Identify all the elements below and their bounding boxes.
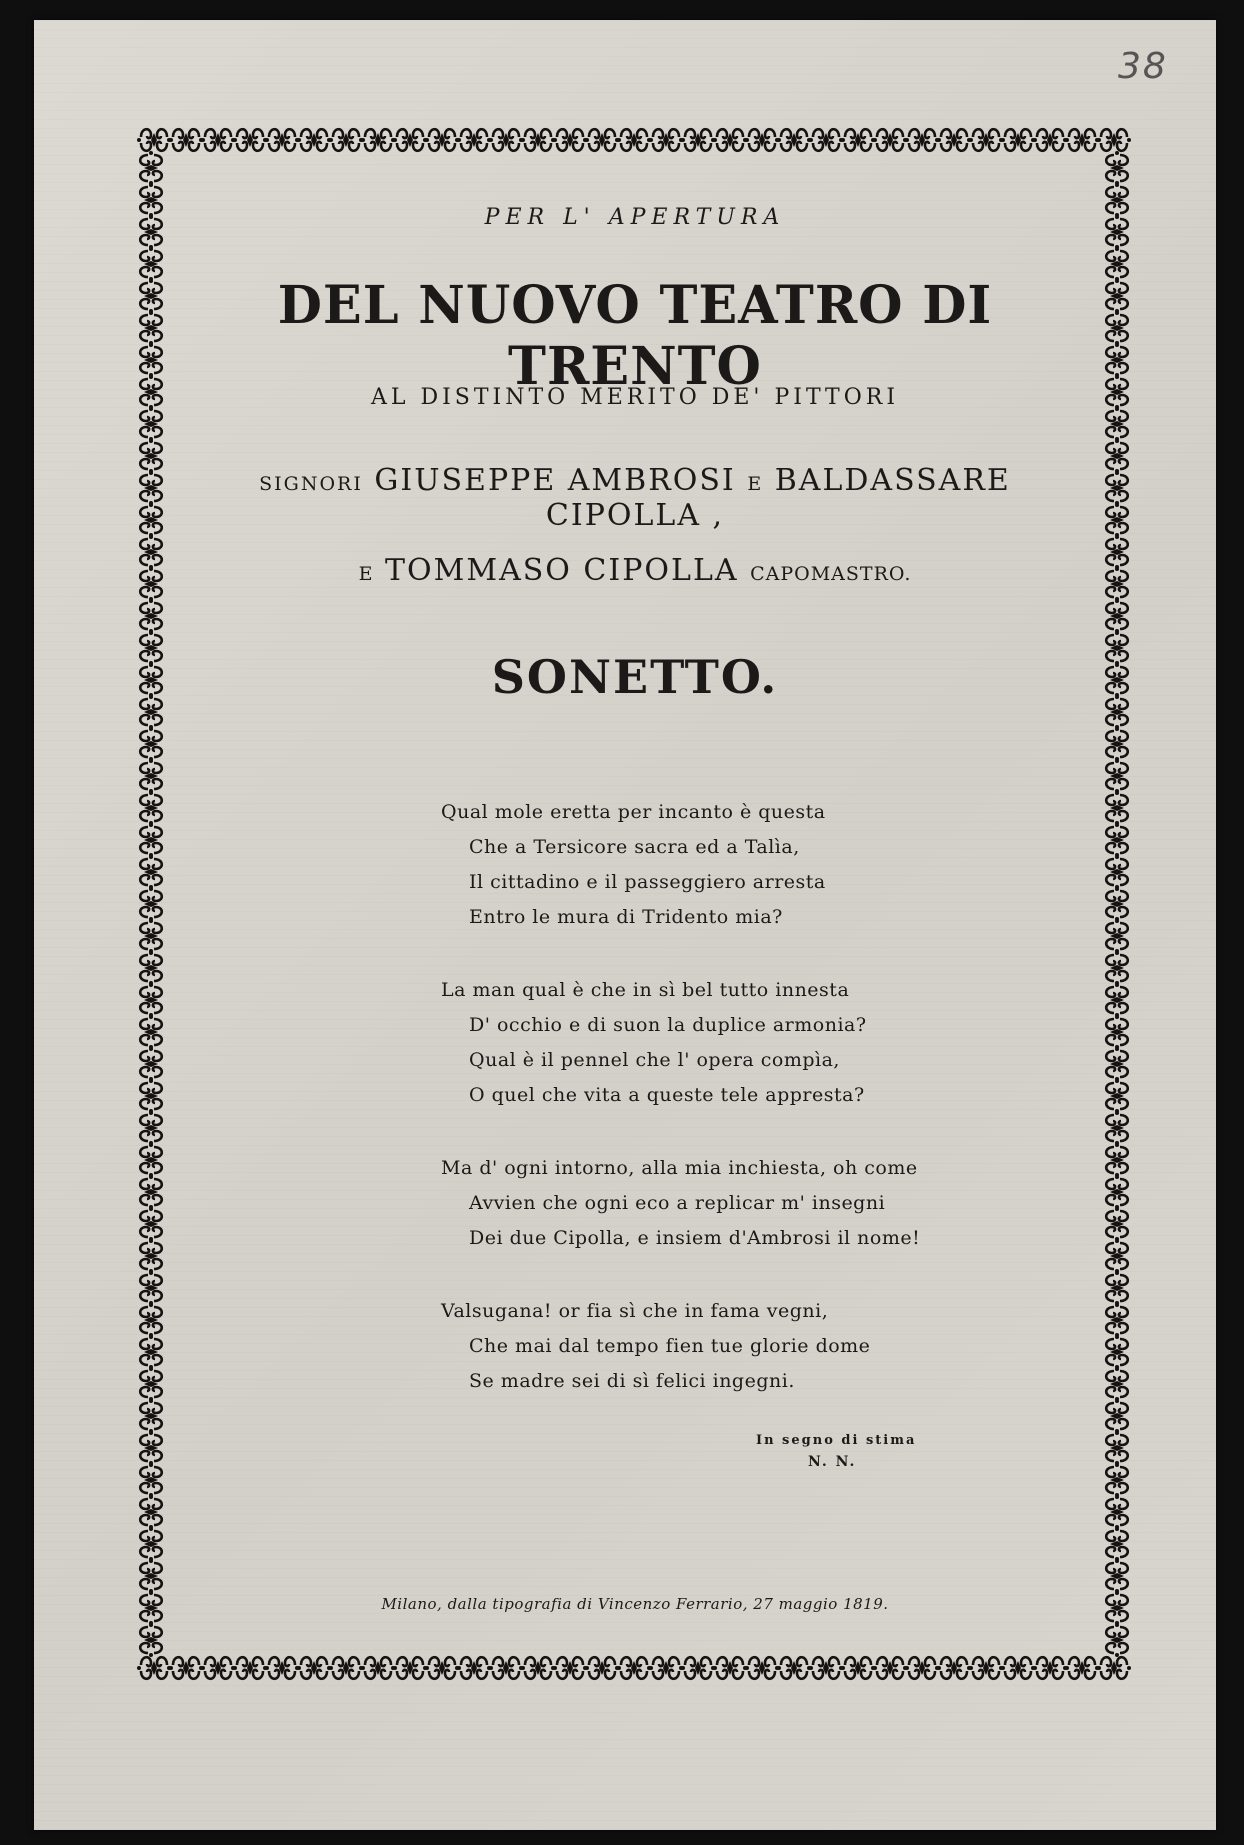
border-ornament — [140, 631, 162, 665]
border-ornament — [425, 1657, 459, 1679]
border-ornament — [140, 791, 162, 825]
border-ornament — [1106, 727, 1128, 761]
border-ornament — [140, 983, 162, 1017]
border-ornament — [1106, 919, 1128, 953]
border-ornament — [140, 727, 162, 761]
heading-merito: AL DISTINTO MERITO DE' PITTORI — [370, 385, 900, 410]
poem-line: O quel che vita a queste tele appresta? — [469, 1084, 865, 1106]
border-ornament — [1106, 1047, 1128, 1081]
painters-prefix: SIGNORI — [259, 473, 363, 495]
poem-line: Che a Tersicore sacra ed a Talìa, — [469, 836, 800, 858]
border-ornament — [201, 129, 235, 151]
border-ornament — [140, 663, 162, 697]
border-ornament — [140, 471, 162, 505]
border-ornament — [1106, 535, 1128, 569]
border-ornament — [841, 1657, 875, 1679]
border-ornament — [873, 129, 907, 151]
border-ornament — [1106, 663, 1128, 697]
border-ornament — [140, 823, 162, 857]
border-ornament — [1106, 407, 1128, 441]
border-ornament — [1106, 439, 1128, 473]
border-ornament — [713, 129, 747, 151]
border-ornament — [140, 1495, 162, 1529]
border-ornament — [1106, 1463, 1128, 1497]
border-ornament — [1106, 1271, 1128, 1305]
border-ornament — [1106, 1591, 1128, 1625]
border-ornament — [393, 1657, 427, 1679]
border-ornament — [140, 1335, 162, 1369]
stanza — [441, 973, 961, 1113]
border-ornament — [905, 1657, 939, 1679]
border-ornament — [1106, 1015, 1128, 1049]
border-ornament — [969, 129, 1003, 151]
border-ornament — [140, 599, 162, 633]
border-ornament — [1065, 129, 1099, 151]
border-ornament — [1106, 247, 1128, 281]
border-ornament — [140, 1463, 162, 1497]
border-ornament — [553, 129, 587, 151]
border-ornament — [1106, 1431, 1128, 1465]
heading-painters — [176, 463, 1094, 533]
border-ornament — [140, 1367, 162, 1401]
signoff-line: In segno di stima — [756, 1433, 917, 1448]
border-ornament — [140, 1015, 162, 1049]
border-ornament — [329, 1657, 363, 1679]
border-ornament — [809, 1657, 843, 1679]
border-ornament — [1097, 129, 1131, 151]
border-ornament — [140, 887, 162, 921]
border-ornament — [1106, 471, 1128, 505]
heading-per: PER L' APERTURA — [484, 205, 786, 230]
border-ornament — [681, 1657, 715, 1679]
border-ornament — [617, 1657, 651, 1679]
border-ornament — [1106, 1111, 1128, 1145]
border-ornament — [329, 129, 363, 151]
border-ornament — [1106, 887, 1128, 921]
heading-title: DEL NUOVO TEATRO DI TRENTO — [277, 275, 993, 397]
border-ornament — [1106, 1527, 1128, 1561]
border-ornament — [169, 1657, 203, 1679]
border-ornament — [1106, 1143, 1128, 1177]
border-ornament — [1106, 279, 1128, 313]
border-ornament — [140, 247, 162, 281]
poem-line: Dei due Cipolla, e insiem d'Ambrosi il nome! — [469, 1227, 921, 1249]
poem-line: Il cittadino e il passeggiero arresta — [469, 871, 826, 893]
border-ornament — [361, 129, 395, 151]
border-ornament — [140, 1303, 162, 1337]
border-ornament — [1106, 151, 1128, 185]
border-ornament — [521, 1657, 555, 1679]
capomastro-name: TOMMASO CIPOLLA — [385, 553, 739, 588]
border-ornament — [1106, 1335, 1128, 1369]
border-ornament — [1097, 1657, 1131, 1679]
border-ornament — [1106, 1207, 1128, 1241]
border-ornament — [777, 1657, 811, 1679]
border-ornament — [1106, 1623, 1128, 1657]
border-ornament — [1065, 1657, 1099, 1679]
border-ornament — [140, 1207, 162, 1241]
border-ornament — [140, 503, 162, 537]
border-ornament — [841, 129, 875, 151]
border-ornament — [140, 855, 162, 889]
border-ornament — [140, 1623, 162, 1657]
border-ornament — [1106, 855, 1128, 889]
border-ornament — [681, 129, 715, 151]
painters-conj: E — [747, 473, 764, 495]
stanza — [441, 1151, 961, 1256]
painter-name-1: GIUSEPPE AMBROSI — [374, 463, 736, 498]
border-ornament — [297, 1657, 331, 1679]
border-ornament — [1001, 1657, 1035, 1679]
poem-line: D' occhio e di suon la duplice armonia? — [469, 1014, 867, 1036]
border-ornament — [585, 1657, 619, 1679]
border-ornament — [585, 129, 619, 151]
border-ornament — [521, 129, 555, 151]
border-ornament — [1106, 183, 1128, 217]
border-ornament — [140, 951, 162, 985]
border-ornament — [140, 1239, 162, 1273]
border-ornament — [1106, 599, 1128, 633]
border-ornament — [937, 129, 971, 151]
border-ornament — [140, 1079, 162, 1113]
border-ornament — [140, 1559, 162, 1593]
border-ornament — [489, 1657, 523, 1679]
border-ornament — [1106, 1303, 1128, 1337]
poem-line: Qual mole eretta per incanto è questa — [441, 801, 826, 823]
border-ornament — [1106, 1079, 1128, 1113]
border-ornament — [969, 1657, 1003, 1679]
border-ornament — [233, 1657, 267, 1679]
border-ornament — [617, 129, 651, 151]
heading-capomastro — [176, 553, 1094, 588]
border-ornament — [140, 439, 162, 473]
border-ornament — [140, 567, 162, 601]
border-ornament — [1106, 1399, 1128, 1433]
border-ornament — [140, 1047, 162, 1081]
capomastro-role: CAPOMASTRO. — [750, 563, 912, 585]
border-ornament — [745, 129, 779, 151]
border-ornament — [425, 129, 459, 151]
poem-line: Che mai dal tempo fien tue glorie dome — [469, 1335, 871, 1357]
border-ornament — [1106, 1559, 1128, 1593]
border-ornament — [140, 1527, 162, 1561]
signoff — [756, 1433, 956, 1470]
border-ornament — [1106, 951, 1128, 985]
sonetto-title: SONETTO. — [491, 650, 779, 704]
border-ornament — [140, 1399, 162, 1433]
border-ornament — [140, 535, 162, 569]
border-ornament — [713, 1657, 747, 1679]
border-ornament — [140, 1271, 162, 1305]
border-ornament — [457, 1657, 491, 1679]
document-content — [176, 195, 1094, 1655]
border-ornament — [809, 129, 843, 151]
border-ornament — [265, 1657, 299, 1679]
poem-line: Avvien che ogni eco a replicar m' insegni — [469, 1192, 886, 1214]
border-ornament — [873, 1657, 907, 1679]
border-ornament — [140, 1143, 162, 1177]
poem-line: Ma d' ogni intorno, alla mia inchiesta, oh come — [441, 1157, 918, 1179]
border-ornament — [649, 129, 683, 151]
border-ornament — [745, 1657, 779, 1679]
border-ornament — [140, 183, 162, 217]
border-ornament — [1033, 1657, 1067, 1679]
painter-name-2: BALDASSARE CIPOLLA , — [545, 463, 1011, 533]
poem — [441, 795, 961, 1437]
border-ornament — [489, 129, 523, 151]
border-ornament — [1106, 631, 1128, 665]
capomastro-prefix: E — [358, 563, 374, 585]
printer-imprint: Milano, dalla tipografia di Vincenzo Ferrario, 27 maggio 1819. — [381, 1595, 889, 1613]
border-ornament — [1106, 1239, 1128, 1273]
page-number: 38 — [1118, 46, 1168, 87]
border-ornament — [140, 1591, 162, 1625]
border-ornament — [1106, 1367, 1128, 1401]
border-ornament — [140, 343, 162, 377]
border-ornament — [1106, 567, 1128, 601]
border-ornament — [297, 129, 331, 151]
border-ornament — [140, 407, 162, 441]
border-ornament — [649, 1657, 683, 1679]
border-ornament — [1106, 791, 1128, 825]
border-ornament — [393, 129, 427, 151]
border-ornament — [137, 1657, 171, 1679]
stanza — [441, 795, 961, 935]
border-ornament — [140, 215, 162, 249]
border-ornament — [140, 695, 162, 729]
border-ornament — [457, 129, 491, 151]
border-ornament — [140, 1175, 162, 1209]
border-ornament — [169, 129, 203, 151]
stanza — [441, 1294, 961, 1399]
poem-line: Qual è il pennel che l' opera compìa, — [469, 1049, 840, 1071]
border-ornament — [1033, 129, 1067, 151]
signoff-initials: N. N. — [808, 1454, 857, 1470]
border-ornament — [1106, 1175, 1128, 1209]
border-ornament — [1106, 343, 1128, 377]
border-ornament — [140, 919, 162, 953]
border-ornament — [140, 1431, 162, 1465]
border-ornament — [1001, 129, 1035, 151]
poem-line: Se madre sei di sì felici ingegni. — [469, 1370, 795, 1392]
border-ornament — [140, 279, 162, 313]
border-ornament — [1106, 759, 1128, 793]
border-ornament — [140, 375, 162, 409]
border-ornament — [937, 1657, 971, 1679]
border-ornament — [1106, 215, 1128, 249]
border-ornament — [1106, 503, 1128, 537]
border-ornament — [1106, 375, 1128, 409]
border-ornament — [1106, 983, 1128, 1017]
border-ornament — [140, 1111, 162, 1145]
border-ornament — [140, 151, 162, 185]
border-ornament — [1106, 695, 1128, 729]
border-ornament — [233, 129, 267, 151]
border-ornament — [140, 759, 162, 793]
border-ornament — [140, 311, 162, 345]
poem-line: Valsugana! or fia sì che in fama vegni, — [441, 1300, 829, 1322]
border-ornament — [201, 1657, 235, 1679]
border-ornament — [361, 1657, 395, 1679]
border-ornament — [1106, 311, 1128, 345]
border-ornament — [553, 1657, 587, 1679]
border-ornament — [777, 129, 811, 151]
border-ornament — [137, 129, 171, 151]
poem-line: La man qual è che in sì bel tutto innesta — [441, 979, 850, 1001]
border-ornament — [905, 129, 939, 151]
border-ornament — [1106, 1495, 1128, 1529]
border-ornament — [1106, 823, 1128, 857]
poem-line: Entro le mura di Tridento mia? — [469, 906, 783, 928]
border-ornament — [265, 129, 299, 151]
